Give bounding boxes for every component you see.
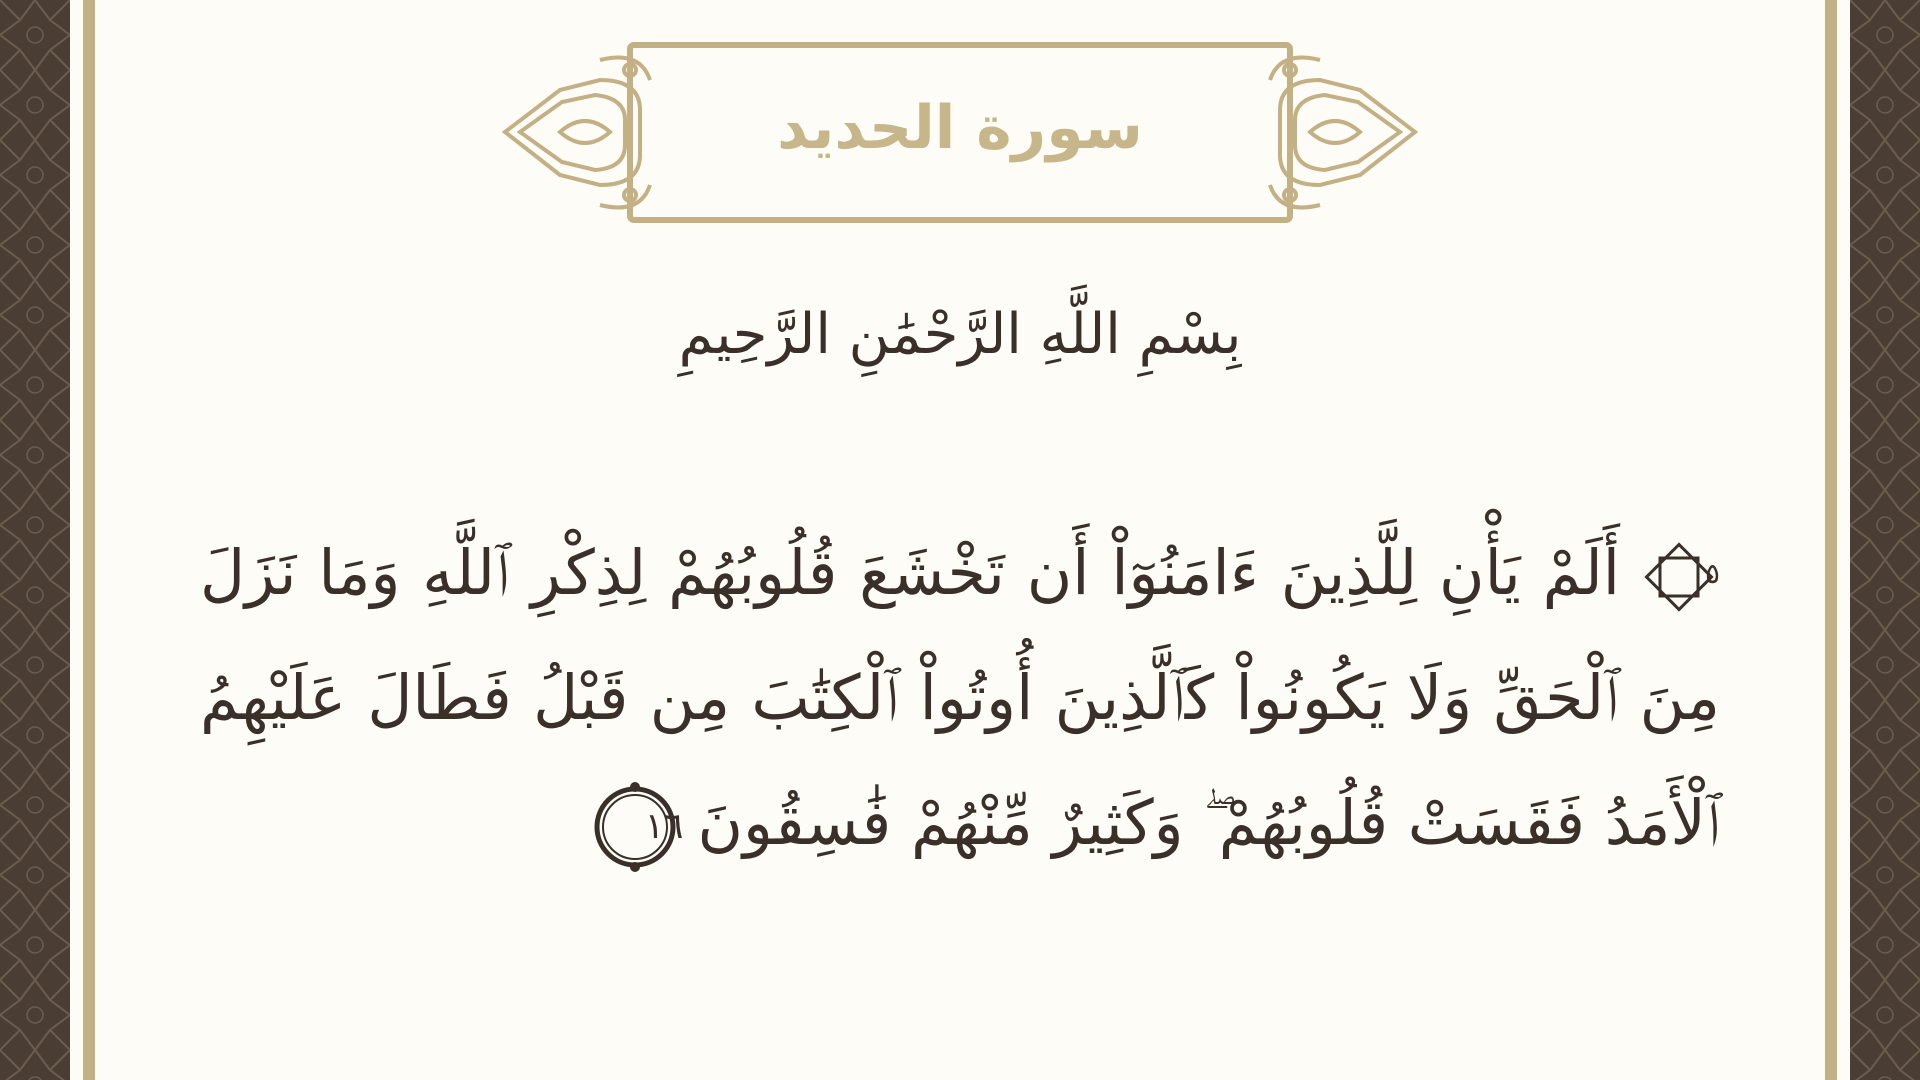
verse-start-mark: ٥ (1704, 556, 1720, 590)
left-ornamental-band (0, 0, 70, 1080)
verse-start-mark-icon (1638, 536, 1720, 618)
right-ornamental-band (1850, 0, 1920, 1080)
right-gold-border (1825, 0, 1837, 1080)
geometric-pattern-left (0, 0, 70, 1080)
surah-title: سورة الحديد (777, 93, 1143, 163)
verse-number: ١٦ (644, 805, 684, 847)
surah-title-frame (500, 40, 1420, 230)
basmala: بِسْمِ اللَّهِ الرَّحْمَٰنِ الرَّحِيمِ (678, 302, 1242, 367)
geometric-pattern-right (1850, 0, 1920, 1080)
verse-number-badge (587, 779, 683, 875)
verse-text: أَلَمْ يَأْنِ لِلَّذِينَ ءَامَنُوٓاْ أَن تَخْشَعَ قُلُوبُهُمْ لِذِكْرِ ٱللَّهِ وَمَا نَزَلَ مِنَ ٱلْحَقِّ وَلَا يَكُونُواْ كَٱلَّذِينَ أُوتُواْ ٱلْكِتَٰبَ مِن قَبْلُ فَطَالَ عَلَيْهِمُ ٱلْأَمَدُ فَقَسَتْ قُلُوبُهُمْ ۖ وَكَثِيرٌ مِّنْهُمْ فَٰسِقُونَ (200, 536, 1720, 859)
left-gold-border (83, 0, 95, 1080)
verse-text-block (200, 510, 1720, 885)
